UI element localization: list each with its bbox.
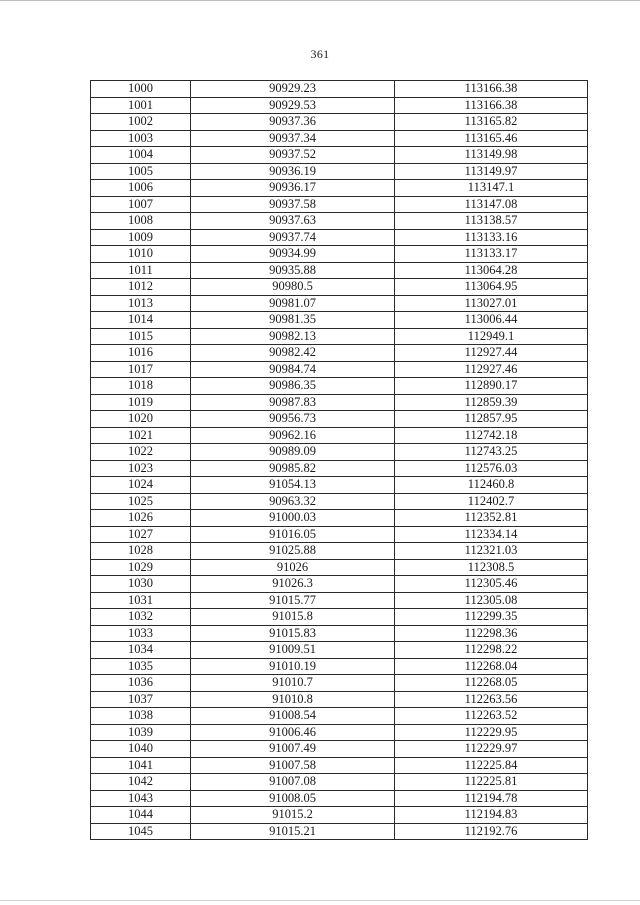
y-coordinate-cell: 112229.97 [395,741,588,758]
table-row [91,559,588,576]
table-row [91,427,588,444]
y-coordinate-cell: 112321.03 [395,543,588,560]
y-coordinate-cell: 113165.82 [395,114,588,131]
x-coordinate-cell: 90934.99 [191,246,395,263]
x-coordinate-cell: 91007.58 [191,757,395,774]
table-row [91,411,588,428]
point-id-cell: 1030 [91,576,191,593]
table-row [91,147,588,164]
y-coordinate-cell: 112460.8 [395,477,588,494]
page-number: 361 [310,47,330,61]
table-row [91,345,588,362]
point-id-cell: 1039 [91,724,191,741]
y-coordinate-cell: 112576.03 [395,460,588,477]
table-row [91,460,588,477]
x-coordinate-cell: 91025.88 [191,543,395,560]
y-coordinate-cell: 112859.39 [395,394,588,411]
point-id-cell: 1045 [91,823,191,840]
top-edge-rule [0,0,640,1]
point-id-cell: 1031 [91,592,191,609]
table-row [91,658,588,675]
table-row [91,444,588,461]
table-row [91,510,588,527]
x-coordinate-cell: 91010.19 [191,658,395,675]
y-coordinate-cell: 112742.18 [395,427,588,444]
x-coordinate-cell: 90937.58 [191,196,395,213]
table-row [91,543,588,560]
x-coordinate-cell: 91016.05 [191,526,395,543]
point-id-cell: 1036 [91,675,191,692]
point-id-cell: 1009 [91,229,191,246]
x-coordinate-cell: 90956.73 [191,411,395,428]
y-coordinate-cell: 112192.76 [395,823,588,840]
point-id-cell: 1034 [91,642,191,659]
bottom-edge-rule [0,900,640,901]
y-coordinate-cell: 113149.98 [395,147,588,164]
table-row [91,229,588,246]
point-id-cell: 1013 [91,295,191,312]
y-coordinate-cell: 112298.36 [395,625,588,642]
point-id-cell: 1022 [91,444,191,461]
x-coordinate-cell: 91007.49 [191,741,395,758]
y-coordinate-cell: 112402.7 [395,493,588,510]
x-coordinate-cell: 91015.77 [191,592,395,609]
x-coordinate-cell: 91008.54 [191,708,395,725]
y-coordinate-cell: 113064.28 [395,262,588,279]
point-id-cell: 1004 [91,147,191,164]
x-coordinate-cell: 90937.63 [191,213,395,230]
table-row [91,196,588,213]
point-id-cell: 1016 [91,345,191,362]
y-coordinate-cell: 112308.5 [395,559,588,576]
y-coordinate-cell: 113006.44 [395,312,588,329]
table-row [91,394,588,411]
y-coordinate-cell: 112263.52 [395,708,588,725]
table-row [91,180,588,197]
table-row [91,312,588,329]
point-id-cell: 1014 [91,312,191,329]
table-row [91,741,588,758]
point-id-cell: 1007 [91,196,191,213]
table-row [91,625,588,642]
y-coordinate-cell: 112268.04 [395,658,588,675]
y-coordinate-cell: 112743.25 [395,444,588,461]
x-coordinate-cell: 90985.82 [191,460,395,477]
x-coordinate-cell: 90982.42 [191,345,395,362]
point-id-cell: 1011 [91,262,191,279]
table-row [91,807,588,824]
x-coordinate-cell: 91015.21 [191,823,395,840]
y-coordinate-cell: 112194.78 [395,790,588,807]
y-coordinate-cell: 112263.56 [395,691,588,708]
table-row [91,477,588,494]
y-coordinate-cell: 112949.1 [395,328,588,345]
point-id-cell: 1041 [91,757,191,774]
table-row [91,609,588,626]
table-row [91,130,588,147]
x-coordinate-cell: 91000.03 [191,510,395,527]
table-row [91,262,588,279]
y-coordinate-cell: 112890.17 [395,378,588,395]
point-id-cell: 1015 [91,328,191,345]
point-id-cell: 1017 [91,361,191,378]
point-id-cell: 1040 [91,741,191,758]
y-coordinate-cell: 113064.95 [395,279,588,296]
table-row [91,361,588,378]
table-row [91,642,588,659]
point-id-cell: 1000 [91,81,191,98]
table-row [91,163,588,180]
x-coordinate-cell: 90980.5 [191,279,395,296]
table-row [91,576,588,593]
point-id-cell: 1027 [91,526,191,543]
x-coordinate-cell: 91026.3 [191,576,395,593]
table-row [91,757,588,774]
y-coordinate-cell: 112298.22 [395,642,588,659]
x-coordinate-cell: 90984.74 [191,361,395,378]
y-coordinate-cell: 112305.08 [395,592,588,609]
point-id-cell: 1003 [91,130,191,147]
x-coordinate-cell: 91009.51 [191,642,395,659]
y-coordinate-cell: 112268.05 [395,675,588,692]
x-coordinate-cell: 91008.05 [191,790,395,807]
point-id-cell: 1029 [91,559,191,576]
table-row [91,81,588,98]
table-row [91,675,588,692]
y-coordinate-cell: 112299.35 [395,609,588,626]
table-row [91,295,588,312]
x-coordinate-cell: 90986.35 [191,378,395,395]
point-id-cell: 1018 [91,378,191,395]
x-coordinate-cell: 91006.46 [191,724,395,741]
x-coordinate-cell: 90987.83 [191,394,395,411]
y-coordinate-cell: 112352.81 [395,510,588,527]
y-coordinate-cell: 113166.38 [395,81,588,98]
x-coordinate-cell: 90937.34 [191,130,395,147]
point-id-cell: 1024 [91,477,191,494]
y-coordinate-cell: 113147.08 [395,196,588,213]
coordinate-table-body [91,81,588,840]
y-coordinate-cell: 113165.46 [395,130,588,147]
point-id-cell: 1033 [91,625,191,642]
table-row [91,823,588,840]
y-coordinate-cell: 112225.81 [395,774,588,791]
coordinate-table [90,80,588,840]
point-id-cell: 1019 [91,394,191,411]
y-coordinate-cell: 112927.44 [395,345,588,362]
y-coordinate-cell: 113147.1 [395,180,588,197]
x-coordinate-cell: 90962.16 [191,427,395,444]
x-coordinate-cell: 90929.53 [191,97,395,114]
x-coordinate-cell: 90981.35 [191,312,395,329]
x-coordinate-cell: 91015.8 [191,609,395,626]
x-coordinate-cell: 91015.83 [191,625,395,642]
x-coordinate-cell: 91026 [191,559,395,576]
table-row [91,279,588,296]
y-coordinate-cell: 112229.95 [395,724,588,741]
point-id-cell: 1032 [91,609,191,626]
point-id-cell: 1038 [91,708,191,725]
table-row [91,246,588,263]
point-id-cell: 1006 [91,180,191,197]
y-coordinate-cell: 113138.57 [395,213,588,230]
table-row [91,691,588,708]
x-coordinate-cell: 90936.17 [191,180,395,197]
x-coordinate-cell: 90989.09 [191,444,395,461]
x-coordinate-cell: 90982.13 [191,328,395,345]
point-id-cell: 1028 [91,543,191,560]
point-id-cell: 1044 [91,807,191,824]
point-id-cell: 1005 [91,163,191,180]
table-row [91,526,588,543]
point-id-cell: 1001 [91,97,191,114]
point-id-cell: 1026 [91,510,191,527]
table-row [91,774,588,791]
point-id-cell: 1008 [91,213,191,230]
x-coordinate-cell: 90963.32 [191,493,395,510]
y-coordinate-cell: 112857.95 [395,411,588,428]
point-id-cell: 1010 [91,246,191,263]
y-coordinate-cell: 113133.16 [395,229,588,246]
point-id-cell: 1012 [91,279,191,296]
point-id-cell: 1043 [91,790,191,807]
table-row [91,328,588,345]
y-coordinate-cell: 112334.14 [395,526,588,543]
table-row [91,790,588,807]
table-row [91,97,588,114]
table-row [91,493,588,510]
x-coordinate-cell: 90937.52 [191,147,395,164]
point-id-cell: 1020 [91,411,191,428]
x-coordinate-cell: 91015.2 [191,807,395,824]
table-row [91,708,588,725]
y-coordinate-cell: 113166.38 [395,97,588,114]
x-coordinate-cell: 91010.7 [191,675,395,692]
point-id-cell: 1025 [91,493,191,510]
table-row [91,378,588,395]
table-row [91,592,588,609]
y-coordinate-cell: 112194.83 [395,807,588,824]
point-id-cell: 1042 [91,774,191,791]
y-coordinate-cell: 112927.46 [395,361,588,378]
y-coordinate-cell: 113027.01 [395,295,588,312]
y-coordinate-cell: 112225.84 [395,757,588,774]
x-coordinate-cell: 90935.88 [191,262,395,279]
x-coordinate-cell: 90937.36 [191,114,395,131]
y-coordinate-cell: 113149.97 [395,163,588,180]
x-coordinate-cell: 91007.08 [191,774,395,791]
x-coordinate-cell: 90981.07 [191,295,395,312]
x-coordinate-cell: 90936.19 [191,163,395,180]
table-row [91,114,588,131]
x-coordinate-cell: 90929.23 [191,81,395,98]
x-coordinate-cell: 90937.74 [191,229,395,246]
x-coordinate-cell: 91054.13 [191,477,395,494]
point-id-cell: 1021 [91,427,191,444]
point-id-cell: 1035 [91,658,191,675]
y-coordinate-cell: 113133.17 [395,246,588,263]
point-id-cell: 1002 [91,114,191,131]
point-id-cell: 1037 [91,691,191,708]
x-coordinate-cell: 91010.8 [191,691,395,708]
y-coordinate-cell: 112305.46 [395,576,588,593]
table-row [91,213,588,230]
point-id-cell: 1023 [91,460,191,477]
table-row [91,724,588,741]
